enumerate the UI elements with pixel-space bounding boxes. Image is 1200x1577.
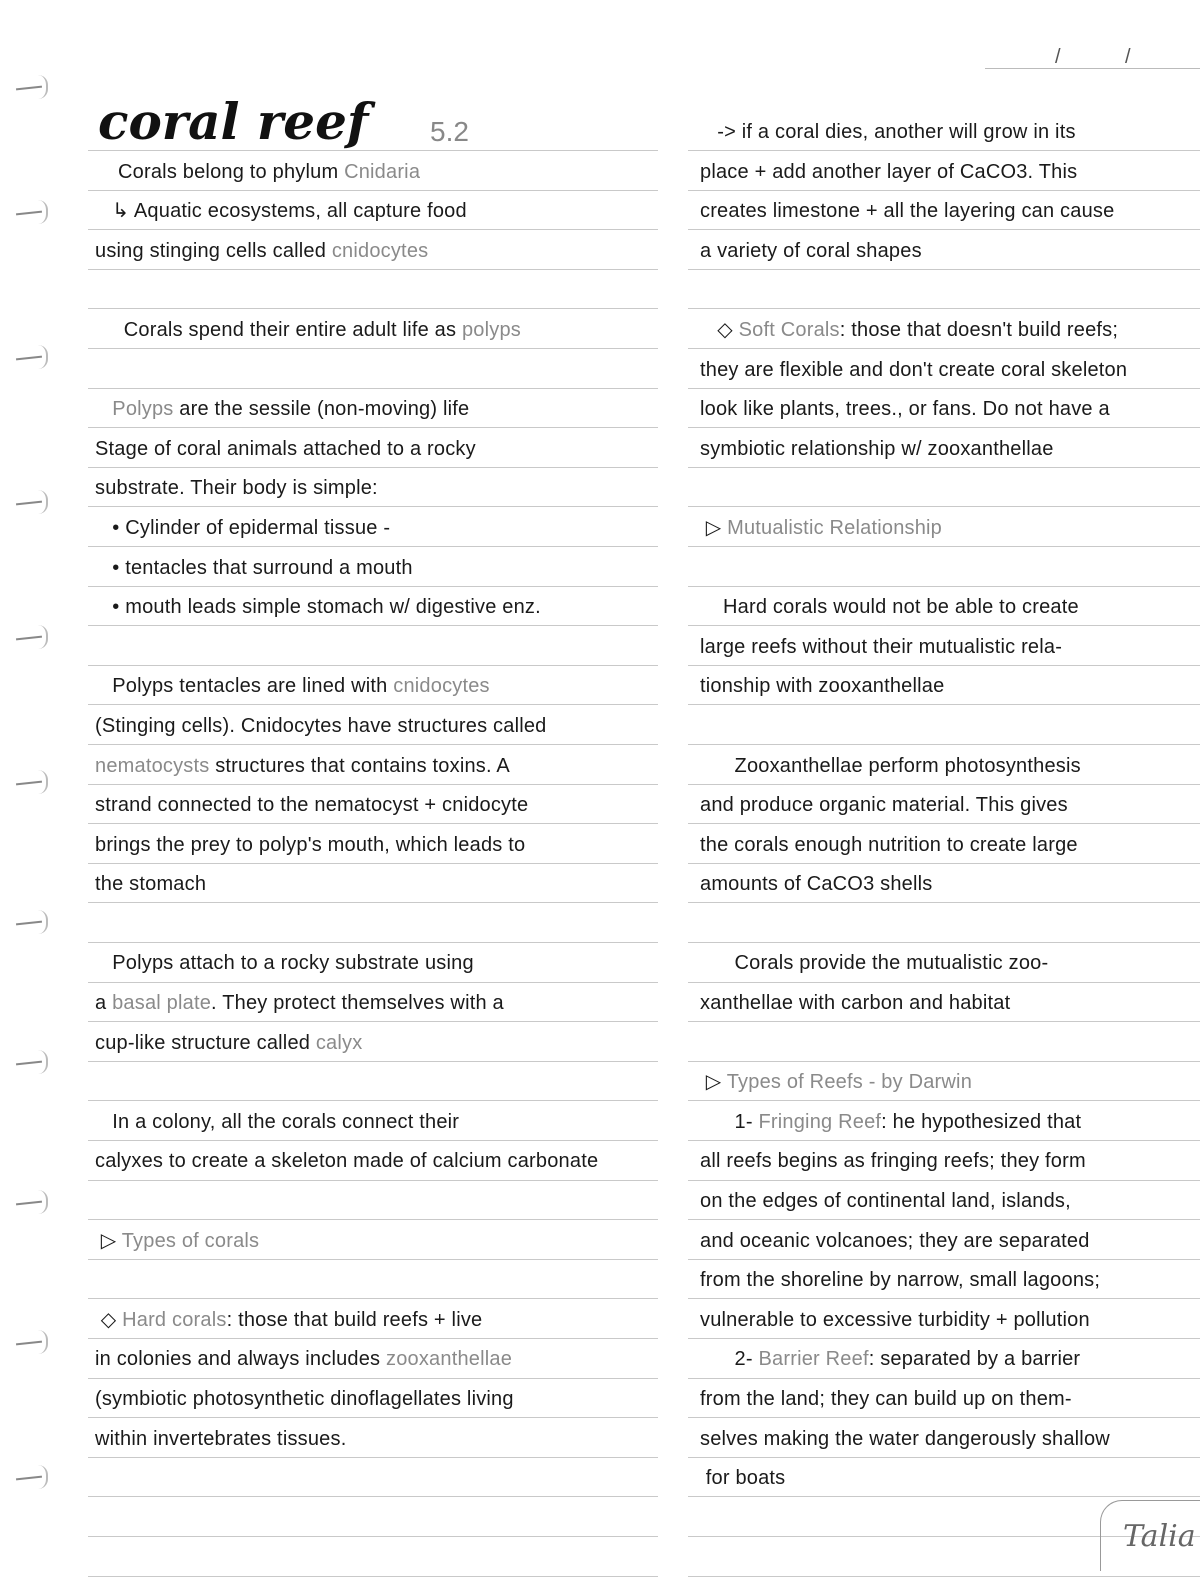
binder-hole-icon [10,770,50,800]
note-line [700,981,1200,1021]
note-line [700,585,1200,625]
note-line [95,387,660,427]
signature-text: Talia [1123,1519,1196,1554]
note-line [700,466,1200,506]
note-line [95,546,660,586]
note-text: In a colony, all the corals connect their [95,1110,460,1133]
left-column-notes [95,110,660,1456]
highlighted-term: zooxanthellae [386,1348,513,1371]
note-line [700,229,1200,269]
highlighted-term: basal plate [112,992,212,1015]
highlighted-term: Polyps [112,398,174,421]
binder-hole-icon [10,1190,50,1220]
note-text: from the shoreline by narrow, small lagoons; [700,1269,1101,1292]
note-text: from the land; they can build up on them- [700,1388,1072,1410]
note-text: . They protect themselves with a [211,992,504,1015]
note-line [700,1060,1200,1100]
note-line [95,348,660,388]
highlighted-term: calyx [315,1031,363,1054]
note-text: : those that doesn't build reefs; [839,318,1119,341]
note-text: the corals enough nutrition to create large [700,833,1078,856]
note-text: and produce organic material. This gives [700,794,1068,817]
note-line [95,902,660,942]
note-text: : separated by a barrier [868,1348,1081,1371]
note-text: they are flexible and don't create coral skeleton [700,358,1128,381]
note-line [700,1219,1200,1259]
note-line [95,1219,660,1259]
note-text: look like plants, trees., or fans. Do not have a [700,398,1110,421]
note-text: all reefs begins as fringing reefs; they form [700,1150,1086,1173]
signature-stamp [1100,1500,1200,1571]
note-line [95,704,660,744]
note-line [95,1100,660,1140]
note-line [95,110,660,150]
highlighted-term: nematocysts [95,754,210,777]
note-text: amounts of CaCO3 shells [700,873,933,896]
note-line [95,506,660,546]
note-line [95,150,660,190]
note-line [700,1456,1200,1496]
note-line [95,664,660,704]
right-column-notes [700,110,1200,1496]
binder-hole-icon [10,625,50,655]
note-line [700,189,1200,229]
note-text: ▷ [95,1229,122,1252]
note-text: • mouth leads simple stomach w/ digestive enz. [95,596,541,619]
rule-line [688,1496,1200,1497]
note-line [700,110,1200,150]
note-text: ▷ [700,1071,727,1094]
note-text: ↳ Aquatic ecosystems, all capture food [95,200,467,223]
note-line [700,348,1200,388]
note-text: place + add another layer of CaCO3. This [700,160,1078,183]
binder-hole-icon [10,490,50,520]
note-line [95,1377,660,1417]
note-line [95,1060,660,1100]
note-text: (symbiotic photosynthetic dinoflagellates living [95,1388,514,1410]
note-line [95,1298,660,1338]
highlighted-term: Cnidaria [344,160,421,183]
section-number: 5.2 [430,116,469,147]
note-line [700,823,1200,863]
note-line [700,506,1200,546]
note-text: for boats [700,1467,786,1490]
note-text: Corals belong to phylum [95,160,345,183]
note-line [700,1258,1200,1298]
note-line [95,189,660,229]
note-text: symbiotic relationship w/ zooxanthellae [700,437,1054,460]
rule-line [688,1576,1200,1577]
date-separator: / [1055,46,1061,68]
note-line [95,1139,660,1179]
note-text: large reefs without their mutualistic rela- [700,635,1063,658]
note-text: tionship with zooxanthellae [700,675,945,698]
note-text: ◇ [95,1308,123,1331]
note-text: (Stinging cells). Cnidocytes have structures called [95,714,547,737]
note-line [95,783,660,823]
page-title: coral reef [98,92,369,151]
note-line [95,744,660,784]
binder-hole-icon [10,1330,50,1360]
note-text: : those that build reefs + live [226,1308,483,1331]
note-text: ◇ [700,318,739,341]
note-line [95,1258,660,1298]
highlighted-term: Fringing Reef [758,1110,882,1133]
note-line [700,1417,1200,1457]
highlighted-term: Types of corals [121,1229,260,1252]
note-text: calyxes to create a skeleton made of calcium carbonate [95,1150,599,1173]
note-text: brings the prey to polyp's mouth, which leads to [95,833,526,856]
note-line [95,268,660,308]
note-line [700,664,1200,704]
note-text: a [95,992,113,1015]
note-text: Hard corals would not be able to create [700,596,1079,619]
note-text: structures that contains toxins. A [209,754,510,777]
binder-hole-icon [10,1050,50,1080]
highlighted-term: polyps [461,318,521,341]
note-text: Polyps attach to a rocky substrate using [95,952,474,975]
note-text: Zooxanthellae perform photosynthesis [700,754,1081,777]
note-text: are the sessile (non-moving) life [173,398,470,421]
note-line [95,862,660,902]
note-text: • tentacles that surround a mouth [95,556,413,579]
note-line [700,1298,1200,1338]
note-text: Corals spend their entire adult life as [95,318,462,341]
date-separator: / [1125,46,1131,68]
note-line [95,1179,660,1219]
note-line [700,1139,1200,1179]
note-line [95,427,660,467]
note-text: the stomach [95,873,207,896]
note-line [700,1179,1200,1219]
rule-line [88,1457,658,1458]
note-line [95,229,660,269]
note-line [700,941,1200,981]
note-text: -> if a coral dies, another will grow in its [700,121,1076,143]
highlighted-term: Barrier Reef [758,1348,869,1371]
note-line [95,308,660,348]
note-line [700,546,1200,586]
note-text: and oceanic volcanoes; they are separated [700,1229,1090,1252]
note-line [95,981,660,1021]
rule-line [88,1496,658,1497]
note-text: substrate. Their body is simple: [95,477,378,500]
note-line [700,268,1200,308]
date-field [985,46,1200,69]
note-line [95,823,660,863]
note-line [700,427,1200,467]
highlighted-term: Types of Reefs - by Darwin [726,1071,973,1094]
note-line [95,941,660,981]
note-line [700,783,1200,823]
note-line [700,902,1200,942]
binder-hole-icon [10,345,50,375]
note-text: ▷ [700,516,728,539]
note-text: cup-like structure called [95,1031,316,1054]
note-line [700,1100,1200,1140]
note-text: creates limestone + all the layering can cause [700,200,1115,223]
highlighted-term: Mutualistic Relationship [727,516,943,539]
note-text: xanthellae with carbon and habitat [700,992,1011,1015]
note-text: a variety of coral shapes [700,239,922,262]
note-text: 1- [700,1110,759,1133]
note-line [95,625,660,665]
note-text: Stage of coral animals attached to a rocky [95,437,476,460]
note-text: within invertebrates tissues. [95,1427,347,1450]
note-text: in colonies and always includes [95,1348,387,1371]
note-line [95,466,660,506]
note-line [95,585,660,625]
note-line [700,1377,1200,1417]
note-line [700,744,1200,784]
note-line [700,862,1200,902]
note-text: : he hypothesized that [881,1110,1082,1133]
note-text: using stinging cells called [95,239,332,262]
note-line [700,150,1200,190]
note-text: 2- [700,1348,759,1371]
note-line [700,387,1200,427]
note-line [95,1417,660,1457]
note-line [700,704,1200,744]
note-text: vulnerable to excessive turbidity + pollution [700,1308,1090,1331]
note-text: strand connected to the nematocyst + cnidocyte [95,794,529,817]
note-line [95,1021,660,1061]
highlighted-term: Soft Corals [738,318,840,341]
note-line [700,308,1200,348]
highlighted-term: Hard corals [122,1308,227,1331]
rule-line [88,1576,658,1577]
note-line [95,1337,660,1377]
note-text: Polyps tentacles are lined with [95,675,394,698]
note-line [700,1021,1200,1061]
binder-hole-icon [10,910,50,940]
note-text: on the edges of continental land, islands, [700,1190,1071,1213]
binder-hole-icon [10,75,50,105]
note-line [700,625,1200,665]
binder-hole-icon [10,1465,50,1495]
highlighted-term: cnidocytes [393,675,490,698]
note-text: • Cylinder of epidermal tissue - [95,516,391,539]
note-line [700,1337,1200,1377]
binder-hole-icon [10,200,50,230]
note-text: selves making the water dangerously shallow [700,1427,1110,1450]
note-text: Corals provide the mutualistic zoo- [700,952,1049,975]
highlighted-term: cnidocytes [331,239,429,262]
rule-line [88,1536,658,1537]
note-text [95,398,112,420]
